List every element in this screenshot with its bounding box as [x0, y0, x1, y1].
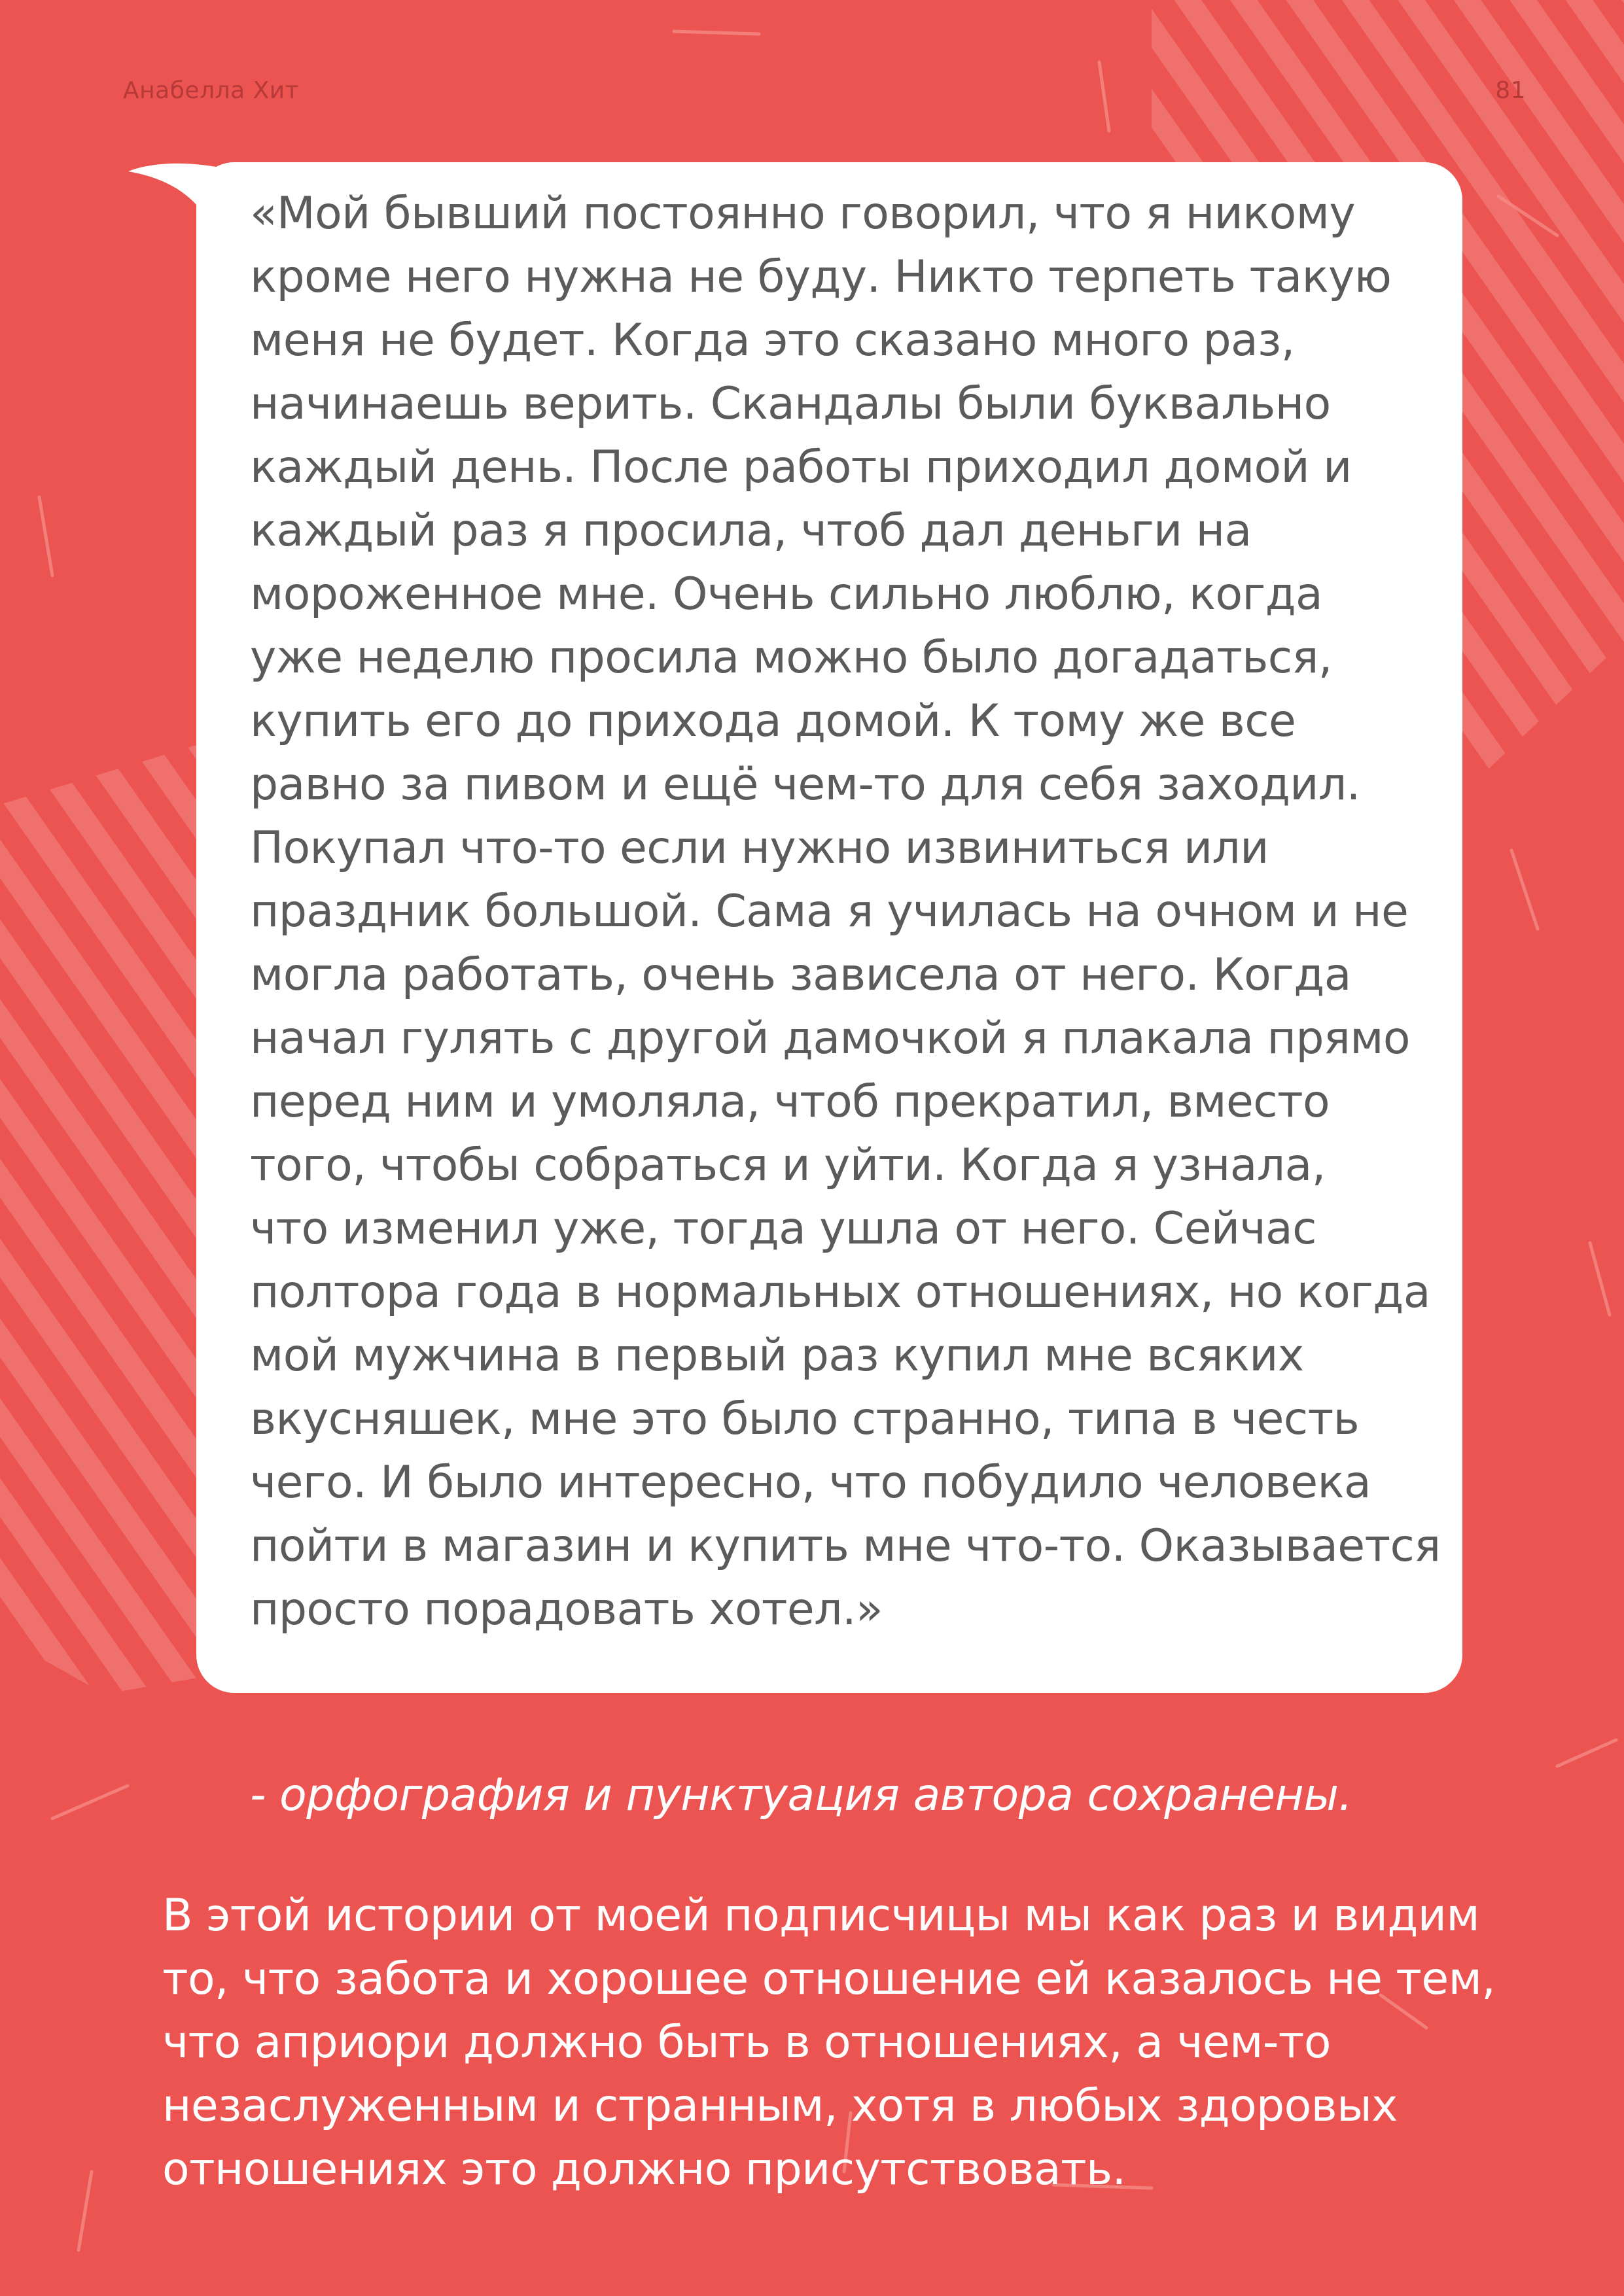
quote-line: перед ним и умоляла, чтоб прекратил, вместо	[250, 1076, 1330, 1128]
quote-line: чего. И было интересно, что побудило человека	[250, 1457, 1371, 1508]
author-note: - орфография и пунктуация автора сохранены.	[250, 1769, 1352, 1821]
page-number: 81	[1495, 77, 1526, 104]
quote-line: Покупал что-то если нужно извиниться или	[250, 822, 1269, 874]
quote-line: купить его до прихода домой. К тому же все	[250, 695, 1296, 747]
quote-bubble	[196, 162, 1462, 1693]
commentary-line: что априори должно быть в отношениях, а чем-то	[162, 2017, 1331, 2068]
quote-line: каждый день. После работы приходил домой и	[250, 442, 1352, 493]
quote-line: просто порадовать хотел.»	[250, 1584, 883, 1635]
quote-line: кроме него нужна не буду. Никто терпеть такую	[250, 251, 1392, 303]
quote-line: уже неделю просила можно было догадаться,	[250, 632, 1332, 684]
quote-line: мороженное мне. Очень сильно люблю, когда	[250, 568, 1323, 620]
quote-text	[250, 182, 1441, 1641]
running-header-author: Анабелла Хит	[123, 77, 300, 104]
quote-line: могла работать, очень зависела от него. Когда	[250, 949, 1351, 1001]
quote-line: того, чтобы собраться и уйти. Когда я узнала,	[250, 1139, 1326, 1191]
quote-line: начал гулять с другой дамочкой я плакала прямо	[250, 1013, 1410, 1064]
quote-line: «Мой бывший постоянно говорил, что я никому	[250, 188, 1355, 239]
quote-line: равно за пивом и ещё чем-то для себя заходил.	[250, 759, 1360, 810]
commentary-line: отношениях это должно присутствовать.	[162, 2144, 1126, 2195]
commentary-line: то, что забота и хорошее отношение ей казалось не тем,	[162, 1953, 1496, 2005]
quote-line: начинаешь верить. Скандалы были буквально	[250, 378, 1331, 430]
quote-line: что изменил уже, тогда ушла от него. Сейчас	[250, 1203, 1316, 1255]
quote-line: пойти в магазин и купить мне что-то. Оказывается	[250, 1520, 1441, 1572]
quote-line: каждый раз я просила, чтоб дал деньги на	[250, 505, 1252, 557]
commentary-line: В этой истории от моей подписчицы мы как раз и видим	[162, 1890, 1480, 1941]
commentary-paragraph	[162, 1884, 1495, 2201]
commentary-line: незаслуженным и странным, хотя в любых здоровых	[162, 2080, 1398, 2132]
quote-line: мой мужчина в первый раз купил мне всяких	[250, 1330, 1304, 1382]
quote-line: меня не будет. Когда это сказано много раз,	[250, 315, 1295, 366]
quote-line: вкусняшек, мне это было странно, типа в честь	[250, 1393, 1360, 1445]
quote-line: праздник большой. Сама я училась на очном и не	[250, 886, 1409, 937]
quote-line: полтора года в нормальных отношениях, но когда	[250, 1266, 1430, 1318]
